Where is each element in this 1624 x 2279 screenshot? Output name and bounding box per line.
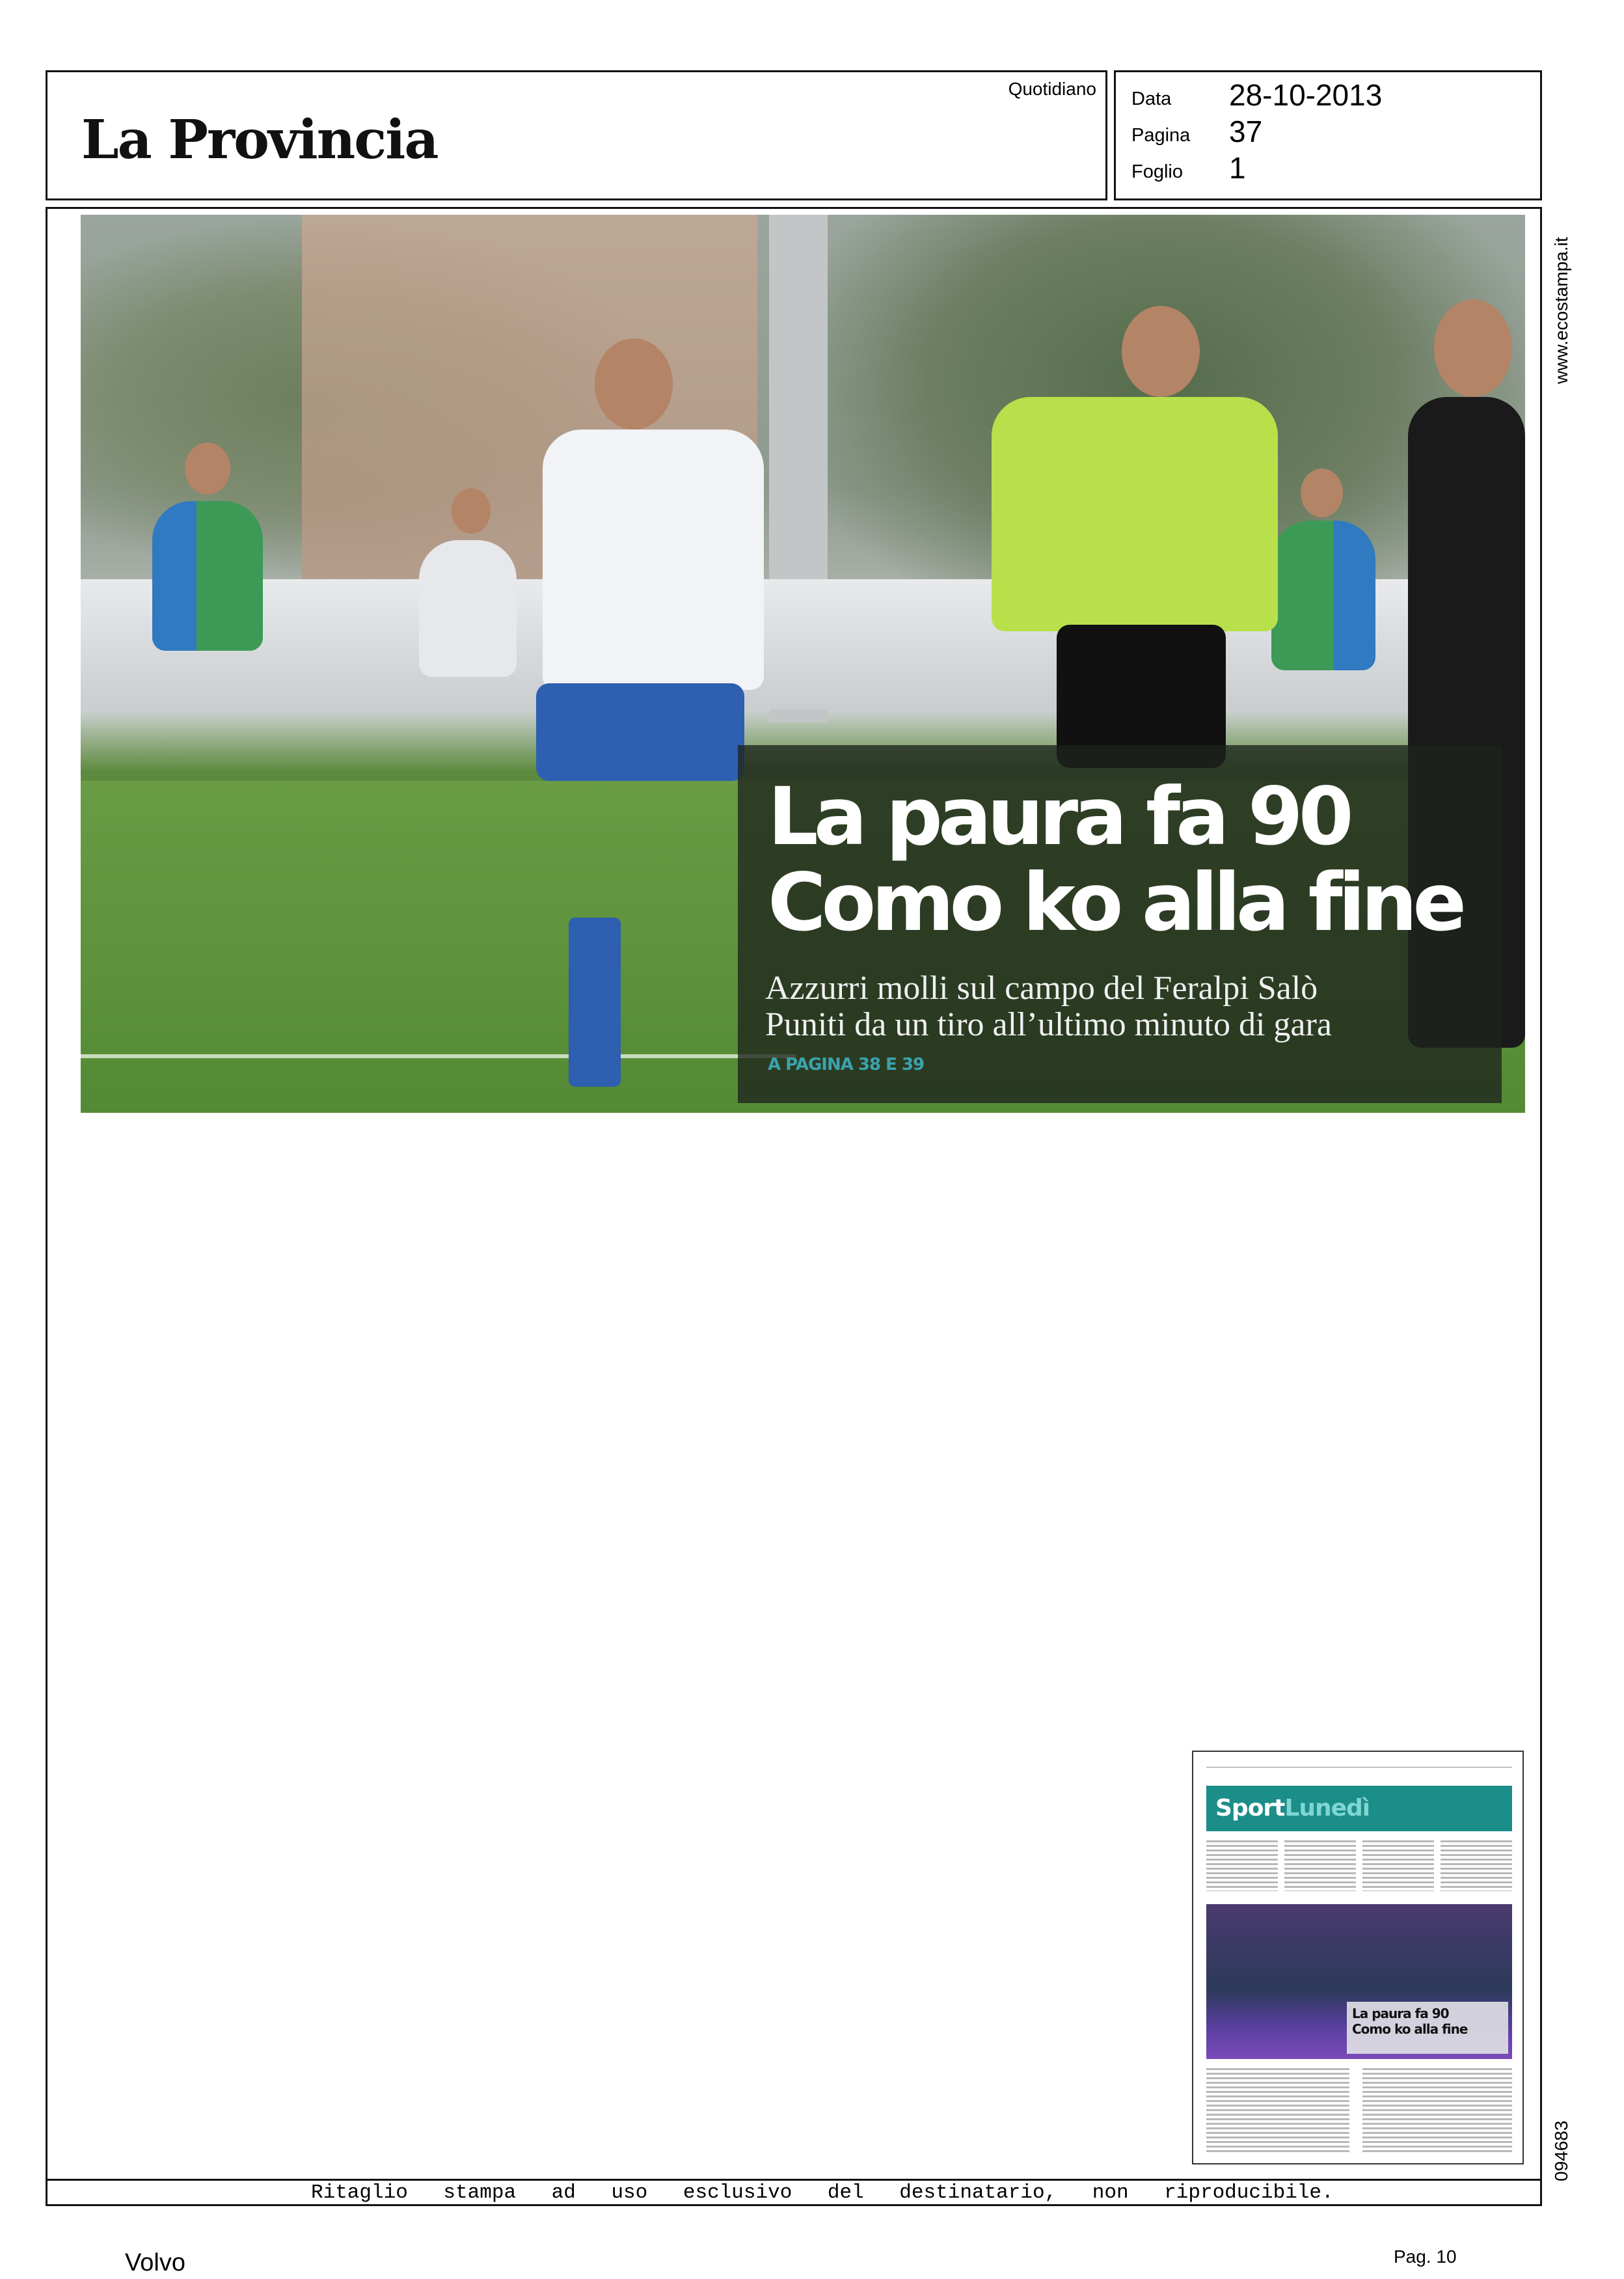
meta-sheet-value: 1 (1229, 151, 1246, 185)
header-masthead-box (46, 70, 1107, 200)
publication-logo: La Provincia (81, 109, 438, 171)
thumb-section-title (1215, 1795, 1370, 1822)
photo-player-green-right (1271, 521, 1375, 670)
page-thumbnail (1192, 1751, 1524, 2164)
thumb-headline-line1: La paura fa 90 (1352, 2006, 1449, 2021)
photo-player-main-shorts (536, 683, 744, 781)
page-number: Pag. 10 (1394, 2246, 1457, 2267)
photo-player-main-shirt (543, 430, 764, 690)
frequency-label: Quotidiano (1008, 79, 1096, 99)
subheadline-line2: Puniti da un tiro all’ultimo minuto di gara (765, 1006, 1332, 1043)
footer-divider (46, 2179, 1542, 2181)
photo-goalkeeper-head (1434, 299, 1512, 397)
thumb-headline-line2: Como ko alla fine (1352, 2021, 1468, 2037)
disclaimer-text: Ritaglio stampa ad uso esclusivo del destinatario, non riproducibile. (311, 2181, 1334, 2204)
meta-date-label: Data (1131, 89, 1172, 109)
article-photo (81, 215, 1525, 1113)
meta-sheet-label: Foglio (1131, 161, 1183, 182)
meta-page-value: 37 (1229, 115, 1263, 148)
photo-pitch-line (81, 1054, 796, 1058)
side-website[interactable]: www.ecostampa.it (1551, 237, 1571, 384)
subheadline (765, 970, 1332, 1043)
thumb-text-col4 (1441, 1840, 1512, 1891)
photo-referee-shirt (992, 397, 1278, 631)
meta-page-label: Pagina (1131, 125, 1191, 146)
meta-page (1131, 113, 1522, 149)
headline-box (738, 745, 1502, 1103)
thumb-headline-box (1347, 2002, 1508, 2054)
header-meta-box (1114, 70, 1542, 200)
thumb-section-prefix: Sport (1215, 1795, 1285, 1822)
thumb-photo (1206, 1904, 1512, 2059)
subheadline-line1: Azzurri molli sul campo del Feralpi Salò (765, 970, 1318, 1007)
page-reference: A PAGINA 38 E 39 (768, 1055, 925, 1074)
headline-line2: Como ko alla fine (768, 856, 1463, 949)
photo-referee-head (1122, 306, 1200, 397)
photo-player-white-left-head (452, 488, 491, 534)
thumb-text-col1 (1206, 1840, 1278, 1891)
thumb-text-col3 (1362, 1840, 1434, 1891)
headline-line1: La paura fa 90 (768, 771, 1349, 863)
photo-player-green-left-head (185, 443, 230, 495)
photo-player-main-head (595, 338, 673, 430)
headline (768, 771, 1463, 949)
photo-player-main-socks (569, 918, 621, 1087)
client-name: Volvo (125, 2249, 185, 2276)
photo-player-white-left (419, 540, 517, 677)
meta-date (1131, 76, 1522, 113)
thumb-top-rule (1206, 1761, 1512, 1767)
meta-sheet (1131, 149, 1522, 185)
photo-player-green-left (152, 501, 263, 651)
thumb-text-col2 (1284, 1840, 1356, 1891)
meta-date-value: 28-10-2013 (1229, 78, 1383, 112)
thumb-bottom-text-right (1362, 2068, 1512, 2153)
thumb-bottom-text-left (1206, 2068, 1349, 2153)
thumb-headline (1352, 2006, 1467, 2037)
side-code: 094683 (1551, 2120, 1571, 2181)
thumb-section-band (1206, 1786, 1512, 1831)
photo-player-green-right-head (1301, 469, 1343, 517)
thumb-bottom-articles (1206, 2068, 1512, 2157)
thumb-section-suffix: Lunedì (1284, 1795, 1370, 1822)
